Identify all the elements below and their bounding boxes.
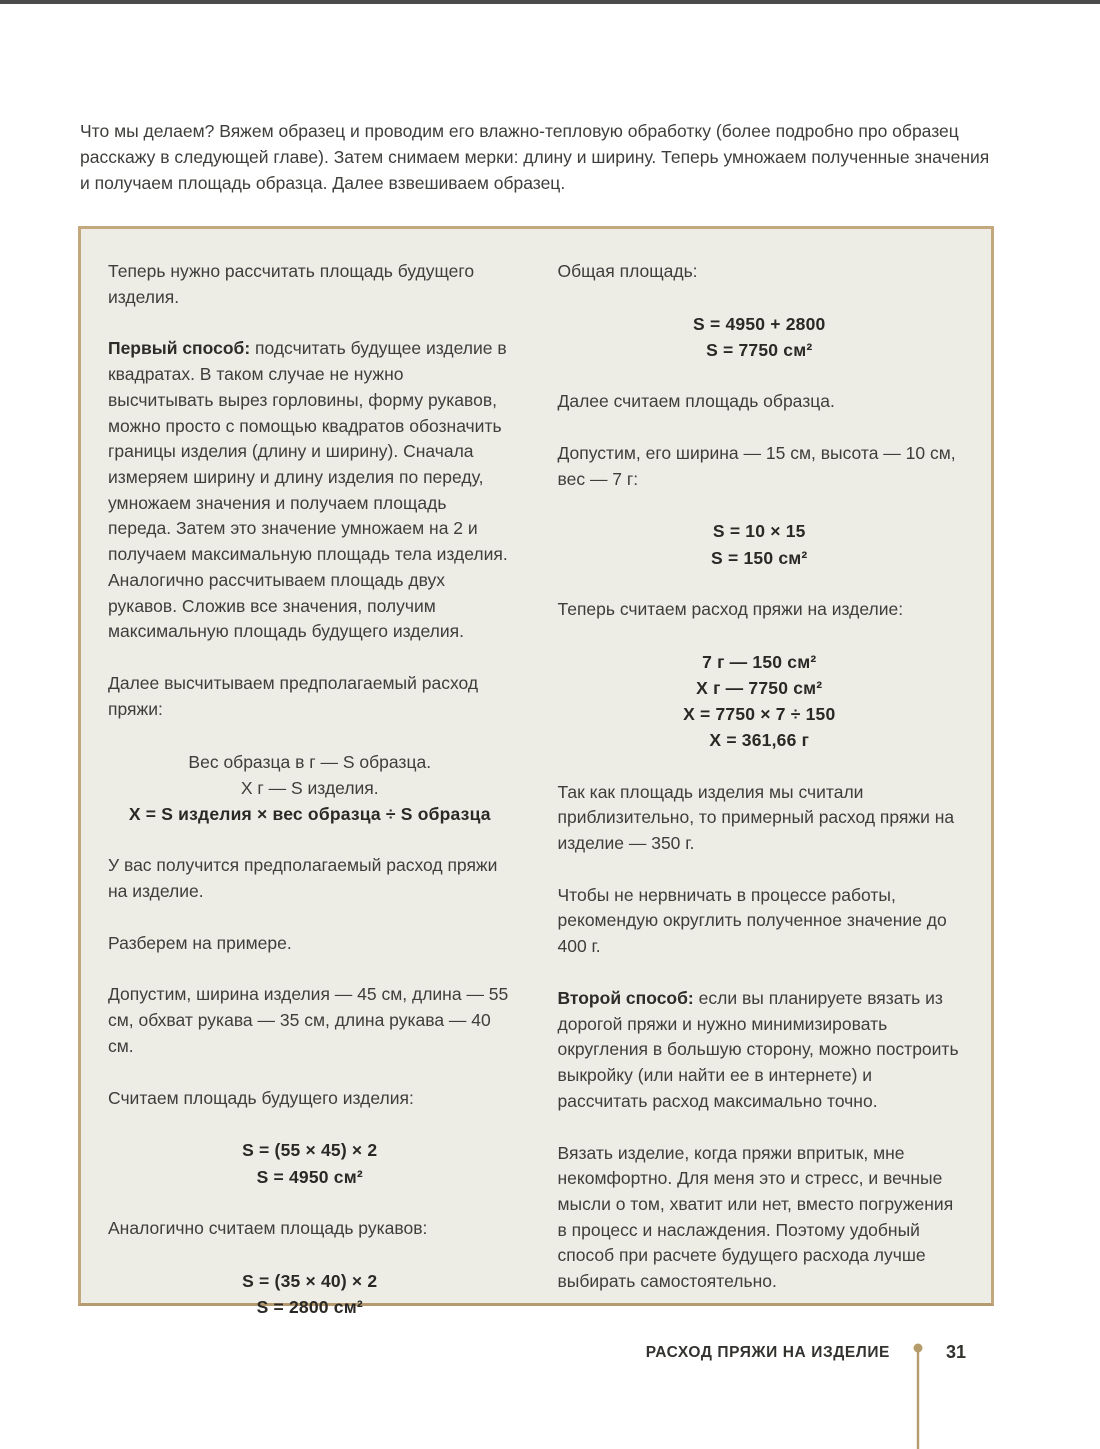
paragraph <box>558 259 962 285</box>
formula-block <box>558 518 962 571</box>
paragraph <box>108 336 512 645</box>
formula-block <box>558 311 962 364</box>
paragraph <box>108 259 512 310</box>
left-column <box>108 259 512 1317</box>
paragraph <box>108 931 512 957</box>
paragraph-text: Считаем площадь будущего изделия: <box>108 1087 414 1108</box>
formula-line: X = 7750 × 7 ÷ 150 <box>683 704 836 725</box>
formula-line: S = 7750 см² <box>706 339 813 360</box>
formula-line: S = (35 × 40) × 2 <box>242 1270 378 1291</box>
paragraph <box>558 883 962 960</box>
paragraph-text: Разберем на примере. <box>108 932 292 953</box>
formula-block <box>108 1137 512 1190</box>
paragraph-text: если вы планируете вязать из дорогой пряжи и нужно минимизировать округления в большую сторону, можно построить выкройку (или найти ее в интернете) и рассчитать расход максимально точно. <box>557 987 959 1111</box>
formula-line: Вес образца в г — S образца. <box>188 751 432 772</box>
paragraph-text: Далее высчитываем предполагаемый расход пряжи: <box>108 673 479 719</box>
formula-line: S = 10 × 15 <box>712 521 806 542</box>
right-column <box>557 259 962 1292</box>
formula-block <box>108 1268 512 1321</box>
paragraph-text: Общая площадь: <box>557 261 698 281</box>
paragraph <box>108 853 512 904</box>
top-edge-bar <box>0 0 1100 4</box>
formula-line: X г — S изделия. <box>240 777 379 798</box>
formula-line: S = 4950 см² <box>256 1166 363 1187</box>
formula-line: S = 2800 см² <box>256 1296 363 1317</box>
running-title: РАСХОД ПРЯЖИ НА ИЗДЕЛИЕ <box>645 1344 890 1361</box>
pin-icon <box>912 1343 924 1449</box>
paragraph <box>558 780 962 857</box>
paragraph-text: подсчитать будущее изделие в квадратах. В таком случае не нужно высчитывать вырез горловины, форму рукавов, можно просто с помощью квадратов обозначить границы изделия (длину и ширину). Сначала измеряем ширину и длину изделия по переду, умножаем значения и получаем площадь переда. Затем это значение умножаем на 2 и получаем максимальную площадь тела изделия. Аналогично рассчитываем площадь двух рукавов. Сложив все значения, получим максимальную площадь будущего изделия. <box>108 338 508 642</box>
paragraph <box>558 441 962 492</box>
intro-paragraph: Что мы делаем? Вяжем образец и проводим его влажно-тепловую обработку (более подробно про образец расскажу в следующей главе). Затем снимаем мерки: длину и ширину. Теперь умножаем полученные значения и получаем площадь образца. Далее взвешиваем образец. <box>80 120 990 193</box>
formula-block <box>558 649 962 754</box>
formula-block <box>108 749 512 828</box>
formula-line: X г — 7750 см² <box>696 677 823 698</box>
paragraph-text: Допустим, его ширина — 15 см, высота — 10 см, вес — 7 г: <box>557 442 956 489</box>
paragraph <box>108 1216 512 1242</box>
paragraph-text: Теперь нужно рассчитать площадь будущего изделия. <box>108 261 475 307</box>
paragraph-text: Вязать изделие, когда пряжи впритык, мне некомфортно. Для меня это и стресс, и вечные мысли о том, хватит или нет, вместо погружения в процесс и наслаждения. Поэтому удобный способ при расчете будущего расхода лучше выбирать самостоятельно. <box>557 1142 954 1292</box>
paragraph-text: Так как площадь изделия мы считали приблизительно, то примерный расход пряжи на изделие — 350 г. <box>557 781 955 854</box>
paragraph-text: Аналогично считаем площадь рукавов: <box>108 1217 428 1238</box>
paragraph-text: Чтобы не нервничать в процессе работы, рекомендую округлить полученное значение до 400 г. <box>557 884 947 957</box>
content-box <box>78 226 994 1317</box>
paragraph-text: Теперь считаем расход пряжи на изделие: <box>557 598 904 619</box>
method-lead: Первый способ: <box>108 338 251 359</box>
formula-line: S = 150 см² <box>711 547 808 568</box>
method-lead: Второй способ: <box>557 987 694 1008</box>
paragraph <box>558 986 962 1115</box>
paragraph <box>108 982 512 1059</box>
formula-line: S = (55 × 45) × 2 <box>242 1140 378 1161</box>
formula-line: 7 г — 150 см² <box>702 651 817 672</box>
formula-line: X = 361,66 г <box>709 730 810 751</box>
paragraph <box>108 1086 512 1112</box>
paragraph-text: Допустим, ширина изделия — 45 см, длина — 55 см, обхват рукава — 35 см, длина рукава — 40 см. <box>108 984 509 1056</box>
paragraph <box>558 389 962 415</box>
formula-line: S = 4950 + 2800 <box>693 313 826 334</box>
paragraph <box>558 597 962 623</box>
formula-line: X = S изделия × вес образца ÷ S образца <box>128 804 491 824</box>
page-footer <box>0 1340 1100 1370</box>
paragraph-text: Далее считаем площадь образца. <box>557 391 835 412</box>
paragraph <box>108 671 512 722</box>
paragraph <box>558 1141 962 1295</box>
paragraph-text: У вас получится предполагаемый расход пряжи на изделие. <box>108 855 498 901</box>
page-number: 31 <box>946 1342 967 1362</box>
